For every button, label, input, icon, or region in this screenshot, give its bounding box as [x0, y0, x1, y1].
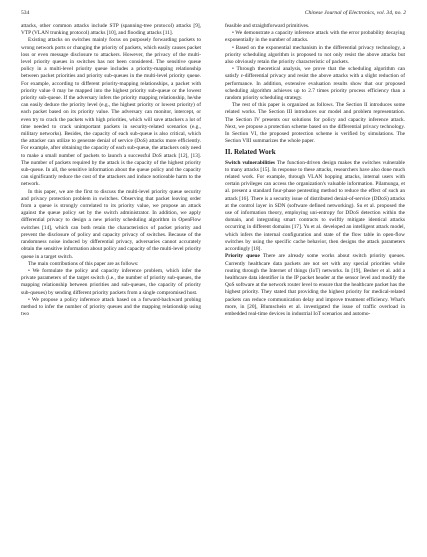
paragraph-text: There are already some works about switch priority queues. Currently healthcare data packets are not set with any special priorities while routing through the Internet of things (IoT) networks. In [19], Besher et al. add a healthcare data identifier in the IP packet header at the sensor level and modify the QoS software at the network router level to ensure that the healthcare packet has the highest priority. They stated that providing the highest priority for medical-related packets can reduce communication delay and improve treatment efficiency. What's more, in [20], Blumschein et al. investigated the issue of traffic overload in embedded real-time devices in industrial IoT scenarios and automo- — [225, 253, 405, 317]
journal-title: Chinese Journal of Electronics, vol. 34, no. 2 — [304, 10, 406, 16]
paragraph: In this paper, we are the first to discuss the multi-level priority queue security and privacy protection problem in switches. Observing that packet leaving order from a queue is strongly correlated to its priority value, we propose an attack against the queue policy set by the switch administrator. In addition, we apply differential privacy to design a new priority scheduling algorithm in OpenFlow switches [14], which can both retain the characteristics of packet priority and prevent the disclosure of policy and capacity privacy of switches. Because of the randomness noise induced by differential privacy, adversaries cannot accurately obtain the sensitive information about policy and capacity of the multi-level priority queue in a target switch. — [21, 188, 201, 260]
paragraph: feasible and straightforward primitives. — [225, 23, 310, 29]
paragraph: The rest of this paper is organized as follows. The Section II introduces some related works. The Section III introduces our model and problem representation. The Section IV presents our solutions for policy and capacity inference attack. Next, we propose a protection scheme based on the differential privacy technology. In Section VI, the proposed protection scheme is verified by simulations. The Section VIII summarizes the whole paper. — [225, 102, 405, 145]
related-work-paragraph — [225, 160, 405, 254]
runin-heading: Switch vulnerabilities — [225, 159, 276, 166]
paragraph: Existing attacks on switches mainly focus on purposely forwarding packets to wrong network ports or changing the priority of packets, which easily causes packet loss or even message disclosure to attackers. However, the privacy of the multi-level priority queues in switches has not been considered. The sensitive queue policy in a multi-level priority queue includes a priority-mapping relationship between packet priorities and priority sub-queues in the multi-level priority queue. For example, according to different priority-mapping relationships, a packet with priority value 0 may be mapped into the highest priority sub-queue or the lowest priority sub-queue. If the adversary infers the priority mapping relationship, he/she can easily deduce the priority level (e.g., the highest priority or lowest priority) of each packet based on its priority value. The adversary can monitor, intercept, or even try to crack the packets with high priorities, which will save attackers a lot of time needed to crack unimportant packets in security-related scenarios (e.g., military networks). Besides, the capacity of each sub-queue is also critical, which the attacker can utilize to generate denial of service (DoS) attacks more efficiently. For example, after obtaining the capacity of each sub-queue, the attackers only need to make a small number of packets to launch a successful DoS attack [12], [13]. The number of packets required by the attack is the capacity of the highest priority sub-queue. In all, the sensitive information about the queue policy and the capacity can significantly reduce the cost of the attackers and induce noticeable harm to the network. — [21, 37, 201, 188]
related-work-paragraph — [225, 253, 405, 318]
contribution-item: • We formulate the policy and capacity inference problem, which infer the private parameters of the target switch (i.e., the number of priority sub-queues, the mapping relationship between priorities and sub-queues, the capacity of priority sub-queues) by sending different priority packets from a single compromised host. — [21, 267, 201, 296]
right-column — [225, 23, 405, 318]
paragraph-text: The function-driven design makes the switches vulnerable to many attacks [15]. In response to these attacks, researchers have also done much related work. For example, through VLAN hopping attacks, internal users with certain privileges can access the organization's valuable information. Pilamunga, et al. present a standard four-phase pentesting method to reduce the effect of such an attack [16]. There is a security issue of distributed denial-of-service (DDoS) attacks at the control layer in SDN (software defined networking). Su et al. proposed the use of information theory, employing uni-entropy for DDoS detection within the domain, and integrating smart contracts to swiftly mitigate identical attacks occurring in different domains [17]. Yu et al. developed an intelligent attack model, which infers the internal configuration and state of the flow table in open-flow switches by using the specific cache behavior, then designs the attack parameters accordingly [18]. — [225, 159, 406, 253]
paragraph: The main contributions of this paper are as follows: — [28, 260, 139, 267]
left-column — [21, 23, 201, 318]
contribution-item: • We propose a policy inference attack based on a forward-backward probing method to infer the number of priority queues and the mapping relationship using two — [21, 296, 201, 318]
paragraph: attacks, other common attacks include STP (spanning-tree protocol) attacks [9], VTP (VLAN trunking protocol) attacks [10], and flooding attacks [11]. — [21, 23, 201, 37]
section-heading: II. Related Work — [225, 148, 276, 157]
contribution-item: • Based on the exponential mechanism in the differential privacy technology, a priority scheduling algorithm is proposed to not only resist the above attacks but also obviously retain the priority characteristic of packets. — [225, 44, 405, 66]
contribution-item: • We demonstrate a capacity inference attack with the error probability decaying exponentially in the number of attacks. — [225, 30, 405, 44]
runin-heading: Priority queue — [225, 253, 260, 260]
page-number: 534 — [21, 10, 30, 16]
contribution-item: • Through theoretical analysis, we prove that the scheduling algorithm can satisfy ε-differential privacy and resist the above attacks with a slight reduction of performance. In addition, extensive evaluation results show that our proposed scheduling algorithm achieves up to 2.7 times priority process efficiency than a random priority scheduling strategy. — [225, 66, 405, 102]
